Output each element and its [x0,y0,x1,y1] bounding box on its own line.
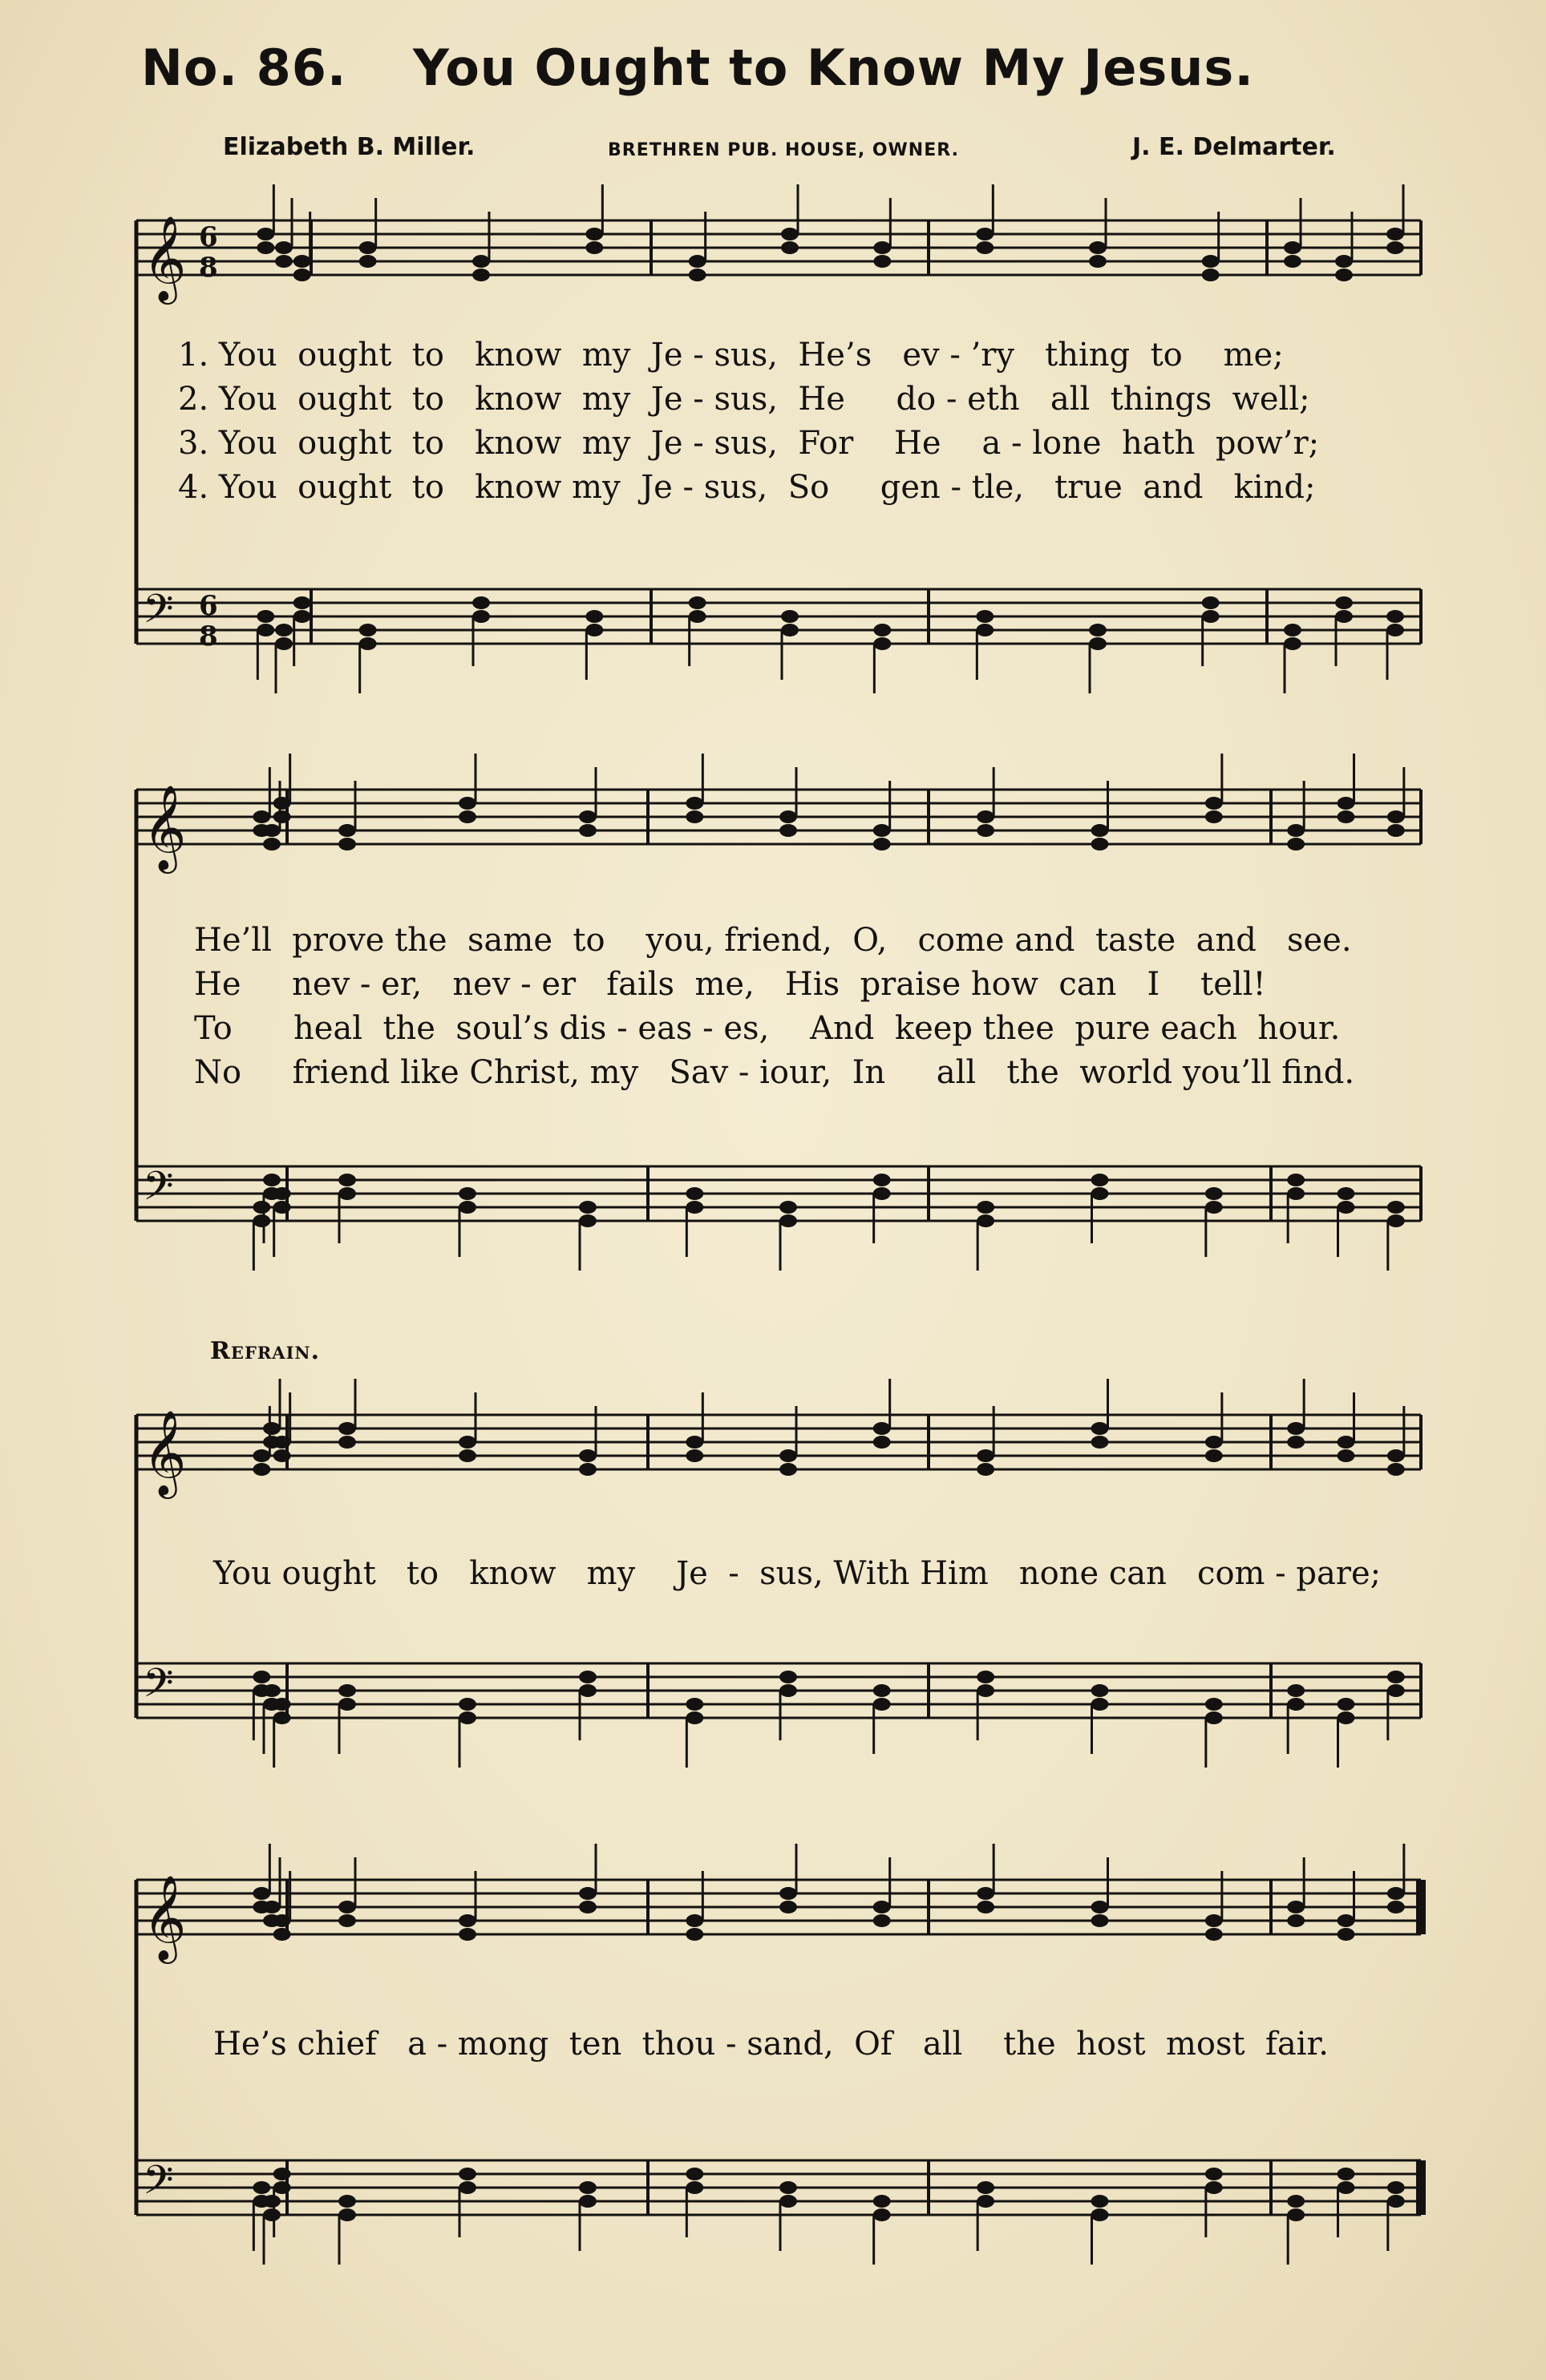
notehead [273,1187,291,1200]
notehead [1205,1928,1223,1941]
notehead [686,1914,703,1927]
notehead [338,1187,356,1200]
notehead [1091,1901,1109,1913]
notehead [1338,1436,1355,1449]
notehead [1202,255,1220,268]
verse-4-line-2: No friend like Christ, my Sav - iour, In all the world you’ll find. [194,1054,1355,1091]
notehead [338,838,356,851]
notehead [873,2195,891,2208]
notehead [579,1449,597,1462]
notehead [585,610,603,623]
notehead [1386,241,1404,254]
verse-1-line-1: 1. You ought to know my Je - sus, He’s ev - ’ry thing to me; [178,337,1284,374]
notehead [1287,824,1305,837]
notehead [1335,269,1353,281]
notehead [459,2181,476,2194]
time-signature-top: 6 [199,221,218,253]
notehead [459,1914,476,1927]
notehead [459,810,476,823]
notehead [1089,241,1107,254]
notehead [686,2168,703,2180]
time-signature-bottom: 8 [199,252,218,284]
notehead [1202,610,1220,623]
notehead [253,1671,270,1683]
notehead [293,255,311,268]
notehead [686,1711,703,1724]
notehead [873,1187,891,1200]
notehead [459,2168,476,2180]
notehead [1338,2181,1355,2194]
notehead [1338,1914,1355,1927]
notehead [273,2168,291,2180]
notehead [1205,1201,1223,1214]
notehead [472,610,490,623]
notehead [1387,1449,1405,1462]
notehead [275,255,293,268]
notehead [585,228,603,240]
notehead [253,810,270,823]
notehead [977,1201,994,1214]
hymn-title: You Ought to Know My Jesus. [413,38,1254,97]
notehead [686,797,703,810]
notehead [977,1887,994,1900]
notehead [579,2195,597,2208]
notehead [275,241,293,254]
notehead [873,1436,891,1449]
notehead [781,241,799,254]
notehead [873,1914,891,1927]
notehead [1387,824,1405,837]
notehead [873,1698,891,1711]
notehead [977,1463,994,1476]
notehead [1287,1422,1305,1435]
treble-clef-icon: 𝄞 [143,1409,187,1495]
notehead [1091,1684,1109,1697]
notehead [1387,810,1405,823]
notehead [873,624,891,636]
notehead [585,624,603,636]
notehead [686,810,703,823]
notehead [1287,1187,1305,1200]
notehead [779,1449,797,1462]
notehead [1205,1449,1223,1462]
notehead [459,1201,476,1214]
notehead [459,1449,476,1462]
notehead [257,610,274,623]
notehead [1091,1698,1109,1711]
notehead [1089,624,1107,636]
notehead [1338,810,1355,823]
notehead [1205,1711,1223,1724]
notehead [1335,610,1353,623]
verse-1-line-2: He’ll prove the same to you, friend, O, come and taste and see. [194,922,1352,959]
notehead [579,810,597,823]
notehead [1387,1201,1405,1214]
notehead [459,1711,476,1724]
notehead [1089,637,1107,650]
notehead [873,255,891,268]
notehead [472,255,490,268]
notehead [1202,596,1220,609]
refrain-line-1: You ought to know my Je - sus, With Him none can com - pare; [213,1555,1382,1592]
notehead [1205,2168,1223,2180]
notehead [976,241,994,254]
notehead [1387,1887,1405,1900]
notehead [1202,269,1220,281]
owner-credit: BRETHREN PUB. HOUSE, OWNER. [608,140,959,160]
notehead [1205,2181,1223,2194]
notehead [273,1914,291,1927]
notehead [263,1422,281,1435]
notehead [779,1684,797,1697]
notehead [579,1887,597,1900]
bass-clef-icon: 𝄢 [143,586,174,642]
notehead [977,2181,994,2194]
notehead [1335,596,1353,609]
treble-clef-icon: 𝄞 [143,784,187,870]
notehead [779,2195,797,2208]
notehead [1205,797,1223,810]
notehead [1287,2195,1305,2208]
notehead [1386,624,1404,636]
notehead [273,1698,291,1711]
notehead [1387,1671,1405,1683]
notehead [459,1436,476,1449]
notehead [779,2181,797,2194]
notehead [1091,838,1109,851]
notehead [1287,1684,1305,1697]
notehead [257,241,274,254]
notehead [686,1449,703,1462]
notehead [977,1901,994,1913]
notehead [579,1901,597,1913]
notehead [873,1174,891,1186]
notehead [1205,1914,1223,1927]
notehead [1205,1698,1223,1711]
notehead [263,1684,281,1697]
notehead [689,610,706,623]
notehead [1091,1914,1109,1927]
notehead [253,1463,270,1476]
notehead [359,241,377,254]
notehead [1338,1928,1355,1941]
notehead [1091,2195,1109,2208]
notehead [1287,1901,1305,1913]
notehead [585,241,603,254]
notehead [1205,810,1223,823]
notehead [779,1463,797,1476]
notehead [338,1698,356,1711]
notehead [1287,2208,1305,2221]
bass-clef-icon: 𝄢 [143,1163,174,1219]
notehead [359,637,377,650]
verse-3-line-1: 3. You ought to know my Je - sus, For He a - lone hath pow’r; [178,425,1320,462]
time-signature-bottom: 8 [199,620,218,653]
notehead [1338,797,1355,810]
treble-clef-icon: 𝄞 [143,215,187,301]
author-credit: Elizabeth B. Miller. [223,133,476,161]
notehead [779,810,797,823]
notehead [1386,610,1404,623]
verse-4-line-1: 4. You ought to know my Je - sus, So gen - tle, true and kind; [178,469,1316,506]
notehead [1205,1187,1223,1200]
notehead [338,1436,356,1449]
notehead [293,596,311,609]
notehead [1338,1711,1355,1724]
notehead [781,624,799,636]
notehead [779,824,797,837]
notehead [689,269,706,281]
notehead [472,596,490,609]
notehead [579,824,597,837]
verse-3-line-2: To heal the soul’s dis - eas - es, And keep thee pure each hour. [194,1010,1341,1047]
notehead [257,228,274,240]
notehead [459,1187,476,1200]
notehead [338,2195,356,2208]
notehead [873,2208,891,2221]
notehead [1287,1698,1305,1711]
notehead [1387,1901,1405,1913]
notehead [1089,255,1107,268]
notehead [263,2195,281,2208]
notehead [359,624,377,636]
notehead [273,1436,291,1449]
notehead [686,1201,703,1214]
notehead [338,1422,356,1435]
notehead [873,838,891,851]
notehead [873,637,891,650]
notehead [1387,2181,1405,2194]
notehead [1338,2168,1355,2180]
notehead [579,1463,597,1476]
notehead [273,1449,291,1462]
notehead [781,610,799,623]
notehead [263,838,281,851]
notehead [579,2181,597,2194]
notehead [1387,1214,1405,1227]
time-signature-top: 6 [199,590,218,622]
notehead [257,624,274,636]
notehead [275,637,293,650]
notehead [338,1901,356,1913]
notehead [1386,228,1404,240]
notehead [779,1901,797,1913]
notehead [686,1928,703,1941]
notehead [1287,1914,1305,1927]
treble-clef-icon: 𝄞 [143,1874,187,1960]
notehead [873,241,891,254]
notehead [1335,255,1353,268]
notehead [293,269,311,281]
notehead [689,255,706,268]
notehead [1284,241,1301,254]
notehead [976,624,994,636]
notehead [1091,1174,1109,1186]
notehead [1287,1174,1305,1186]
notehead [1284,637,1301,650]
notehead [779,1201,797,1214]
notehead [686,2181,703,2194]
notehead [686,1436,703,1449]
notehead [1091,2208,1109,2221]
notehead [779,1671,797,1683]
hymn-number: No. 86. [141,38,347,97]
notehead [263,1174,281,1186]
notehead [977,824,994,837]
notehead [781,228,799,240]
notehead [338,1684,356,1697]
notehead [273,810,291,823]
notehead [579,1671,597,1683]
notehead [1284,255,1301,268]
notehead [273,1201,291,1214]
notehead [263,2208,281,2221]
notehead [579,1201,597,1214]
bass-clef-icon: 𝄢 [143,1660,174,1716]
notehead [253,2181,270,2194]
notehead [459,797,476,810]
notehead [977,1671,994,1683]
notehead [579,1214,597,1227]
notehead [976,228,994,240]
notehead [579,1684,597,1697]
notehead [977,810,994,823]
notehead [779,1214,797,1227]
notehead [293,610,311,623]
notehead [1287,1436,1305,1449]
notehead [359,255,377,268]
bass-clef-icon: 𝄢 [143,2157,174,2213]
notehead [1338,1698,1355,1711]
notehead [253,1449,270,1462]
notehead [873,1684,891,1697]
notehead [977,1684,994,1697]
notehead [1091,1187,1109,1200]
notehead [338,2208,356,2221]
notehead [1387,1463,1405,1476]
notehead [338,824,356,837]
notehead [273,2181,291,2194]
composer-credit: J. E. Delmarter. [1132,133,1336,161]
notehead [1205,1436,1223,1449]
notehead [273,1711,291,1724]
notehead [1387,2195,1405,2208]
notehead [1091,1422,1109,1435]
notehead [459,1928,476,1941]
notehead [275,624,293,636]
notehead [1091,824,1109,837]
notehead [977,1214,994,1227]
notehead [253,1201,270,1214]
notehead [273,1928,291,1941]
notehead [263,1901,281,1913]
verse-2-line-2: He nev - er, nev - er fails me, His praise how can I tell! [194,966,1266,1003]
notehead [976,610,994,623]
notehead [1338,1201,1355,1214]
refrain-line-2: He’s chief a - mong ten thou - sand, Of all the host most fair. [213,2026,1329,2063]
notehead [1091,1436,1109,1449]
notehead [338,1914,356,1927]
notehead [1287,838,1305,851]
notehead [459,1698,476,1711]
notehead [338,1174,356,1186]
notehead [1284,624,1301,636]
verse-2-line-1: 2. You ought to know my Je - sus, He do - eth all things well; [178,381,1310,418]
notehead [873,1422,891,1435]
notehead [779,1887,797,1900]
notehead [1338,1449,1355,1462]
notehead [253,1214,270,1227]
notehead [977,2195,994,2208]
notehead [686,1698,703,1711]
notehead [686,1187,703,1200]
notehead [253,1887,270,1900]
notehead [689,596,706,609]
notehead [873,824,891,837]
notehead [873,1901,891,1913]
refrain-label: Refrain. [210,1337,321,1365]
notehead [977,1449,994,1462]
notehead [273,797,291,810]
notehead [263,824,281,837]
notehead [1387,1684,1405,1697]
notehead [1338,1187,1355,1200]
notehead [472,269,490,281]
